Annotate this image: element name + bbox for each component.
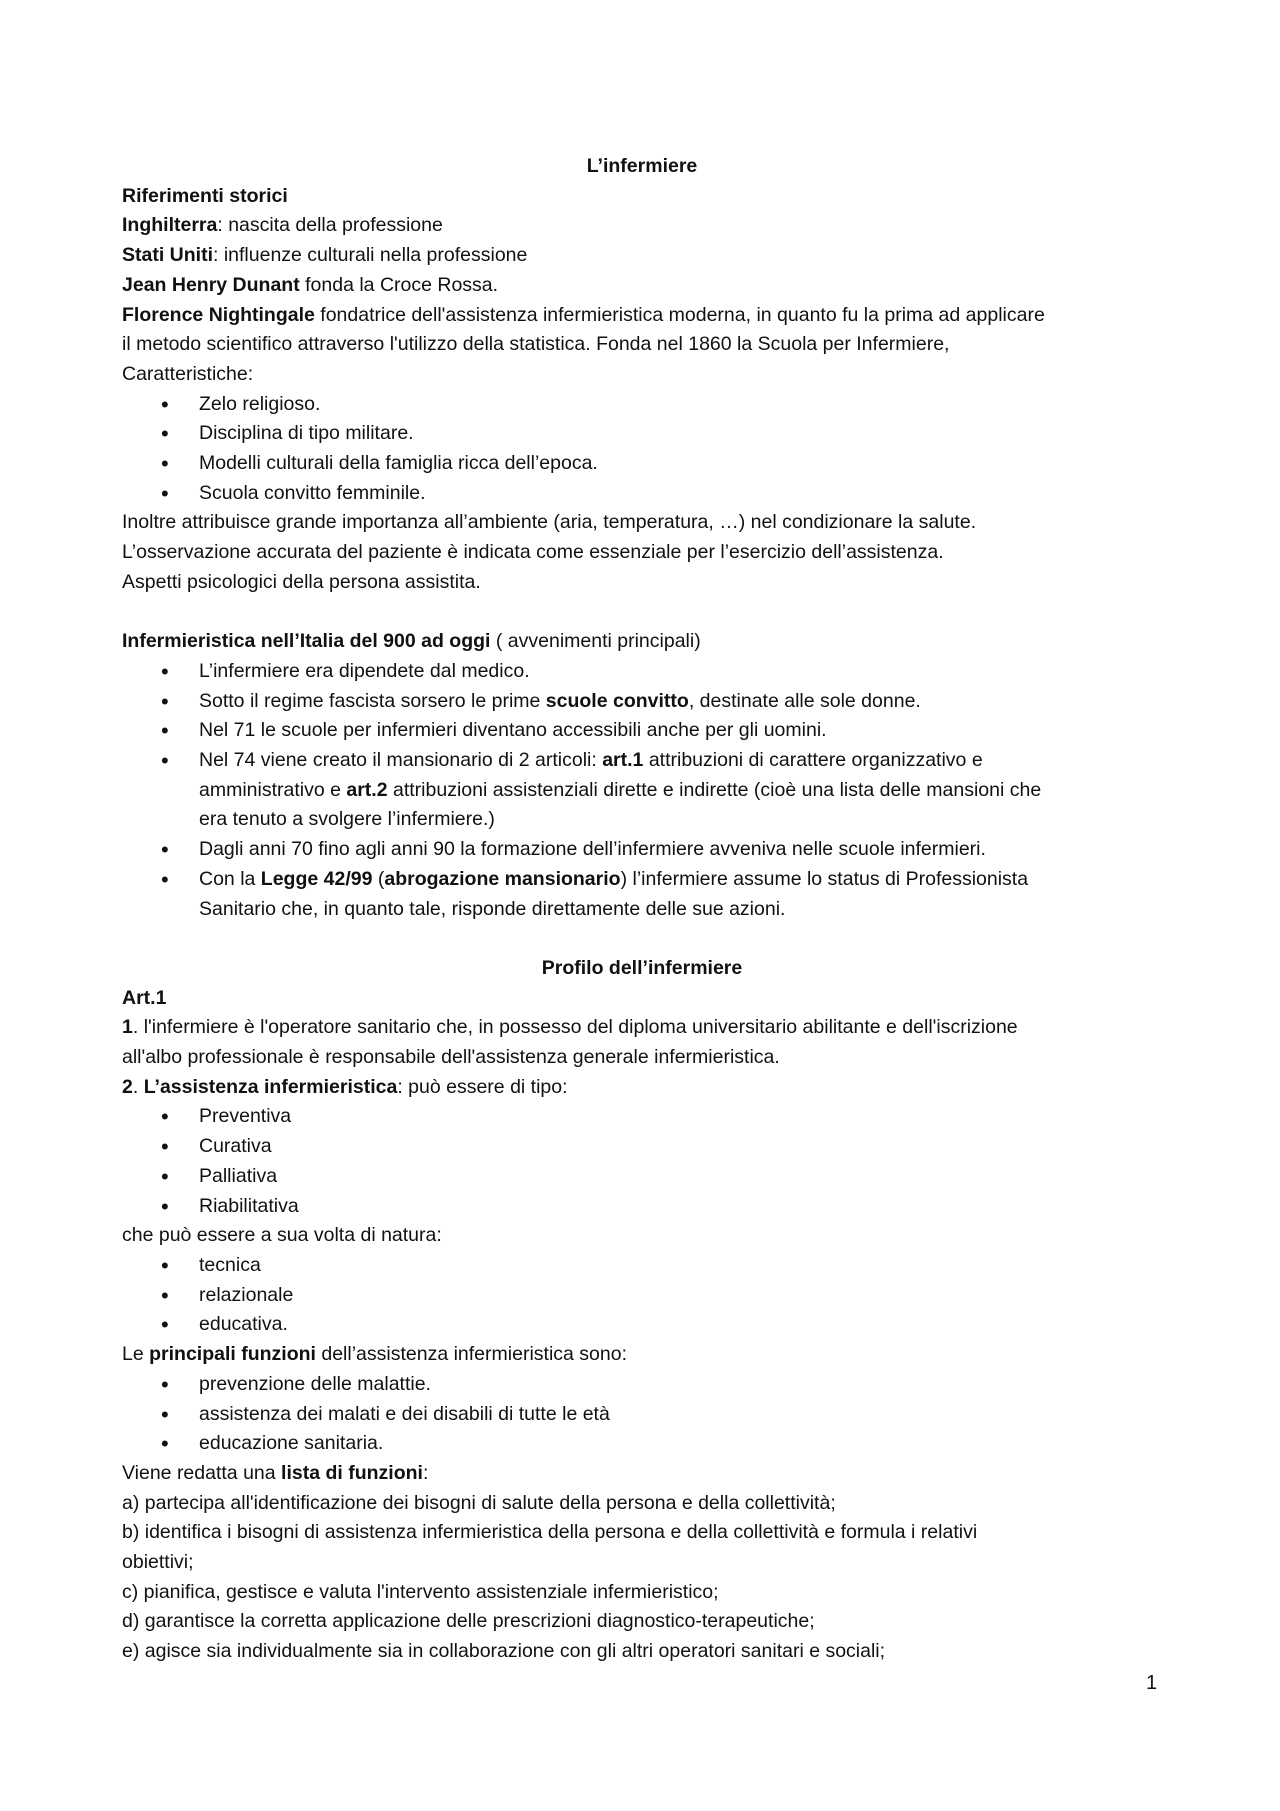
list-item: • educativa. xyxy=(122,1310,1162,1340)
text-line: all'albo professionale è responsabile dell'assistenza generale infermieristica. xyxy=(122,1046,780,1069)
text-line: c) pianifica, gestisce e valuta l'intervento assistenziale infermieristico; xyxy=(122,1580,719,1603)
italia-list xyxy=(122,657,1162,924)
list-item: • Disciplina di tipo militare. xyxy=(122,419,1162,449)
text-line: 1. l'infermiere è l'operatore sanitario che, in possesso del diploma universitario abilitante e dell'iscrizione xyxy=(122,1016,1018,1039)
text-line: Aspetti psicologici della persona assistita. xyxy=(122,570,481,593)
list-item: • tecnica xyxy=(122,1251,1162,1281)
section-heading-profilo: Profilo dell’infermiere xyxy=(541,956,743,979)
list-item: • educazione sanitaria. xyxy=(122,1429,1162,1459)
list-item: • Nel 71 le scuole per infermieri diventano accessibili anche per gli uomini. xyxy=(122,716,1162,746)
text-line: Florence Nightingale fondatrice dell'assistenza infermieristica moderna, in quanto fu la prima ad applicare xyxy=(122,303,1045,326)
document-page xyxy=(122,152,1162,1667)
article-heading: Art.1 xyxy=(122,986,167,1009)
list-item: • Palliativa xyxy=(122,1162,1162,1192)
text-line: e) agisce sia individualmente sia in collaborazione con gli altri operatori sanitari e sociali; xyxy=(122,1640,886,1663)
list-item: • Nel 74 viene creato il mansionario di 2 articoli: art.1 attribuzioni di carattere organizzativo e amministrativo e art.2 attribuzioni assistenziali dirette e indirette (cioè una lista delle mansioni che era tenuto a svolgere l’infermiere.) xyxy=(122,746,1162,835)
text-line: Inoltre attribuisce grande importanza all’ambiente (aria, temperatura, …) nel condizionare la salute. xyxy=(122,511,977,534)
page-title: L’infermiere xyxy=(586,155,698,177)
list-item: • Dagli anni 70 fino agli anni 90 la formazione dell’infermiere avveniva nelle scuole infermieri. xyxy=(122,835,1162,865)
list-item: • Sotto il regime fascista sorsero le prime scuole convitto, destinate alle sole donne. xyxy=(122,687,1162,717)
text-line: d) garantisce la corretta applicazione delle prescrizioni diagnostico-terapeutiche; xyxy=(122,1610,815,1633)
list-item: • Curativa xyxy=(122,1132,1162,1162)
list-item: • prevenzione delle malattie. xyxy=(122,1370,1162,1400)
text-line: obiettivi; xyxy=(122,1551,194,1574)
list-item: • Riabilitativa xyxy=(122,1192,1162,1222)
caratteristiche-list xyxy=(122,390,1162,509)
text-line: Viene redatta una lista di funzioni: xyxy=(122,1461,429,1484)
list-item: • Modelli culturali della famiglia ricca dell’epoca. xyxy=(122,449,1162,479)
list-item: • Zelo religioso. xyxy=(122,390,1162,420)
page-number: 1 xyxy=(1146,1672,1158,1694)
list-item: • relazionale xyxy=(122,1281,1162,1311)
section-heading-italia: Infermieristica nell’Italia del 900 ad oggi ( avvenimenti principali) xyxy=(122,630,701,653)
text-line: Le principali funzioni dell’assistenza infermieristica sono: xyxy=(122,1343,627,1366)
text-line: che può essere a sua volta di natura: xyxy=(122,1224,442,1247)
text-line: Stati Uniti: influenze culturali nella professione xyxy=(122,244,528,267)
list-item: • Con la Legge 42/99 (abrogazione mansionario) l’infermiere assume lo status di Professionista Sanitario che, in quanto tale, risponde direttamente delle sue azioni. xyxy=(122,865,1162,924)
text-line: Inghilterra: nascita della professione xyxy=(122,214,443,237)
text-line: Caratteristiche: xyxy=(122,362,254,385)
natura-list xyxy=(122,1251,1162,1340)
list-item: • Preventiva xyxy=(122,1102,1162,1132)
text-line: 2. L’assistenza infermieristica: può essere di tipo: xyxy=(122,1075,568,1098)
tipi-list xyxy=(122,1102,1162,1221)
text-line: a) partecipa all'identificazione dei bisogni di salute della persona e della collettività; xyxy=(122,1491,836,1514)
text-line: b) identifica i bisogni di assistenza infermieristica della persona e della collettività e formula i relativi xyxy=(122,1521,978,1544)
text-line: il metodo scientifico attraverso l'utilizzo della statistica. Fonda nel 1860 la Scuola per Infermiere, xyxy=(122,333,950,356)
text-line: Jean Henry Dunant fonda la Croce Rossa. xyxy=(122,273,499,296)
text-line: L’osservazione accurata del paziente è indicata come essenziale per l’esercizio dell’assistenza. xyxy=(122,541,944,564)
section-heading-storici: Riferimenti storici xyxy=(122,184,288,207)
list-item: • L’infermiere era dipendete dal medico. xyxy=(122,657,1162,687)
funzioni-list xyxy=(122,1370,1162,1459)
list-item: • assistenza dei malati e dei disabili di tutte le età xyxy=(122,1400,1162,1430)
list-item: • Scuola convitto femminile. xyxy=(122,479,1162,509)
